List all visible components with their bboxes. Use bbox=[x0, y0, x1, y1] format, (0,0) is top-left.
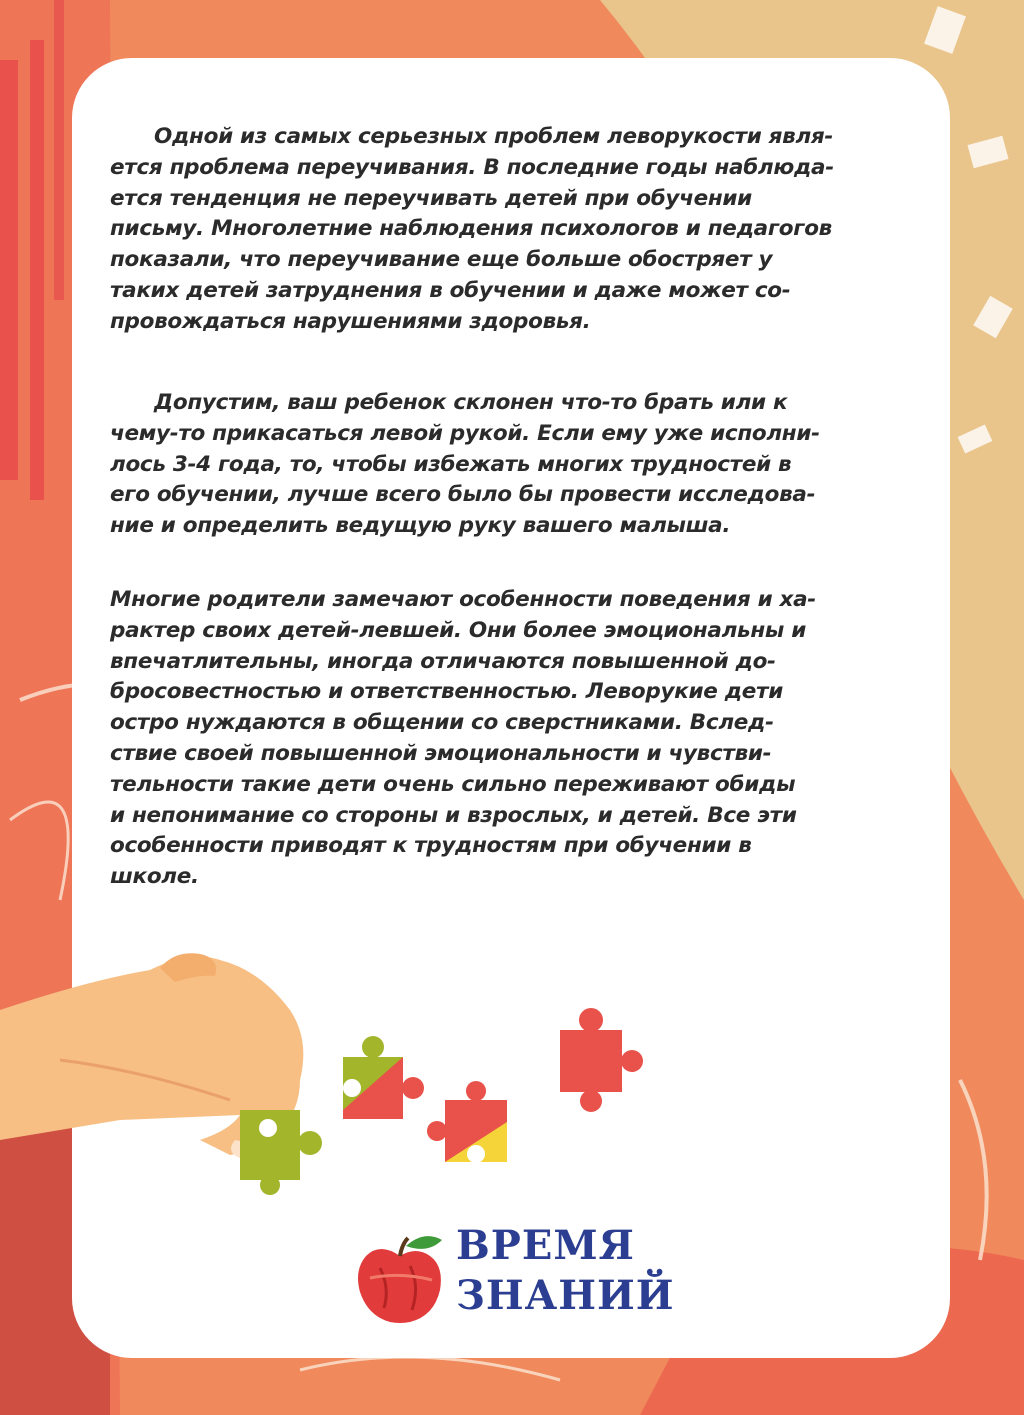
paragraph-line: ется тенденция не переучивать детей при обучении bbox=[110, 185, 752, 211]
paragraph-line: особенности приводят к трудностям при обучении в bbox=[110, 833, 752, 859]
paragraph-relearning-problem bbox=[110, 122, 910, 338]
paragraph-line: провождаться нарушениями здоровья. bbox=[110, 308, 591, 334]
paragraph-line: Многие родители замечают особенности поведения и ха- bbox=[110, 587, 816, 612]
paragraph-line: чему-то прикасаться левой рукой. Если ему уже исполни- bbox=[110, 420, 820, 446]
logo-text-line2: ЗНАНИЙ bbox=[456, 1272, 675, 1319]
puzzle-piece-icon bbox=[343, 1036, 424, 1119]
paragraph-line: бросовестностью и ответственностью. Леворукие дети bbox=[110, 679, 783, 705]
logo bbox=[350, 1222, 690, 1332]
puzzle-piece-icon bbox=[427, 1081, 507, 1163]
logo-text-line1: ВРЕМЯ bbox=[456, 1222, 635, 1269]
paragraph-line: и непонимание со стороны и взрослых, и детей. Все эти bbox=[110, 802, 797, 828]
paragraph-line: тельности такие дети очень сильно переживают обиды bbox=[110, 771, 796, 797]
puzzle-piece-icon bbox=[560, 1008, 643, 1112]
paragraph-leading-hand bbox=[110, 388, 910, 542]
paragraph-line: школе. bbox=[110, 864, 199, 890]
paragraph-line: ствие своей повышенной эмоциональности и чувстви- bbox=[110, 740, 772, 766]
paragraph-line: Допустим, ваш ребенок склонен что-то брать или к bbox=[154, 390, 788, 415]
paragraph-line: его обучении, лучше всего было бы провести исследова- bbox=[110, 482, 816, 508]
paragraph-line: рактер своих детей-левшей. Они более эмоциональны и bbox=[110, 617, 806, 643]
paragraph-line: ется проблема переучивания. В последние годы наблюда- bbox=[110, 154, 834, 180]
paragraph-line: остро нуждаются в общении со сверстниками. Вслед- bbox=[110, 710, 774, 736]
paragraph-line: лось 3-4 года, то, чтобы избежать многих трудностей в bbox=[110, 451, 792, 477]
apple-icon bbox=[350, 1228, 450, 1328]
paragraph-line: таких детей затруднения в обучении и даже может со- bbox=[110, 277, 791, 303]
hand-puzzle-illustration bbox=[0, 940, 700, 1200]
paragraph-line: впечатлительны, иногда отличаются повышенной до- bbox=[110, 648, 776, 674]
paragraph-line: Одной из самых серьезных проблем леворукости явля- bbox=[154, 124, 834, 149]
paragraph-line: ние и определить ведущую руку вашего малыша. bbox=[110, 513, 731, 539]
puzzle-piece-icon bbox=[240, 1110, 322, 1195]
paragraph-line: показали, что переучивание еще больше обостряет у bbox=[110, 247, 773, 273]
paragraph-line: письму. Многолетние наблюдения психологов и педагогов bbox=[110, 216, 832, 242]
paragraph-left-handed-traits bbox=[110, 585, 910, 893]
